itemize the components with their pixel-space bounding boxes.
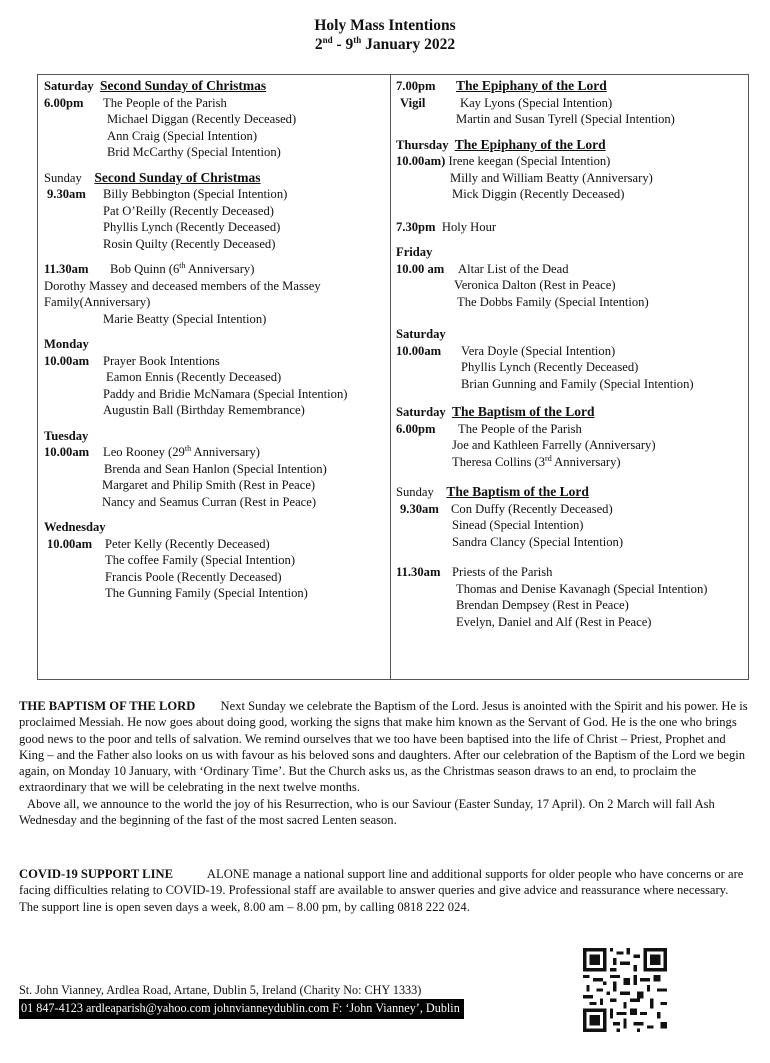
monday-section: [44, 336, 384, 419]
intention: Margaret and Philip Smith (Rest in Peace): [102, 478, 316, 492]
intention: Bob Quinn (6: [110, 262, 180, 276]
intention: Joe and Kathleen Farrelly (Anniversary): [452, 438, 656, 452]
qr-code-icon: [583, 948, 667, 1032]
mass-time: 10.00 am: [396, 261, 445, 276]
intention: Eamon Ennis (Recently Deceased): [106, 370, 282, 384]
tuesday-section: [44, 428, 384, 511]
intention: Brendan Dempsey (Rest in Peace): [456, 598, 629, 612]
wednesday-section: [44, 519, 384, 602]
covid-notice: [19, 866, 749, 915]
mass-time: 10.00am: [44, 353, 90, 368]
mass-time: 10.00am: [47, 536, 93, 551]
day-label: Saturday: [44, 79, 94, 93]
day-label: Wednesday: [44, 520, 106, 534]
ordinal-sup: rd: [545, 453, 552, 463]
feast-title: Second Sunday of Christmas: [94, 169, 261, 185]
date-rest: January 2022: [361, 36, 456, 53]
intention: Brid McCarthy (Special Intention): [107, 145, 281, 159]
intention: Family(Anniversary): [44, 295, 151, 309]
mass-time: 11.30am: [44, 262, 89, 276]
intention: The People of the Parish: [458, 421, 582, 436]
vigil-section: [396, 78, 748, 128]
intention: Milly and William Beatty (Anniversary): [450, 170, 653, 185]
mass-time: 11.30am: [396, 565, 441, 579]
day-label: Monday: [44, 337, 89, 351]
intention: The Gunning Family (Special Intention): [105, 586, 308, 600]
day-label: Thursday: [396, 137, 449, 152]
intention: The coffee Family (Special Intention): [105, 553, 296, 567]
vigil-label: Vigil: [400, 95, 426, 110]
saturday-section: [44, 78, 384, 161]
sunday-1130-section: [396, 564, 748, 630]
mass-time: 7.30pm: [396, 219, 436, 234]
date-mid: - 9: [332, 36, 354, 53]
day-label: Friday: [396, 245, 433, 259]
baptism-article: [19, 698, 749, 828]
mass-time: 10.00am): [396, 154, 446, 168]
intention: Ann Craig (Special Intention): [107, 128, 258, 143]
intention: Martin and Susan Tyrell (Special Intention): [456, 112, 675, 126]
sunday-1130-section: [44, 261, 384, 327]
intention: Augustin Ball (Birthday Remembrance): [103, 403, 305, 417]
intention: Francis Poole (Recently Deceased): [105, 569, 282, 584]
date-start-sup: nd: [322, 34, 333, 45]
intention: Evelyn, Daniel and Alf (Rest in Peace): [456, 614, 652, 629]
date-range: [0, 35, 770, 54]
right-column: [396, 78, 748, 639]
intention: Billy Bebbington (Special Intention): [103, 187, 288, 201]
article-paragraph: Above all, we announce to the world the joy of his Resurrection, who is our Saviour (Easter Sunday, 17 April). On 2 March will fall Ash Wednesday and the beginning of the fast of the most sacred Lenten season.: [19, 796, 715, 828]
intention: Rosin Quilty (Recently Deceased): [103, 236, 276, 251]
day-label: Tuesday: [44, 428, 89, 443]
day-label: Saturday: [396, 327, 446, 341]
mass-time: 6.00pm: [44, 95, 84, 110]
day-label: Saturday: [396, 405, 446, 419]
mass-intentions-table: [37, 74, 749, 680]
day-label: Sunday: [396, 485, 434, 499]
event-label: Holy Hour: [441, 219, 497, 234]
feast-title: The Baptism of the Lord: [451, 404, 595, 419]
article-heading: THE BAPTISM OF THE LORD: [19, 699, 196, 713]
ordinal-sup: th: [179, 260, 186, 270]
intention: Sinead (Special Intention): [452, 518, 584, 532]
intention: Prayer Book Intentions: [103, 353, 220, 368]
intention: Pat O’Reilly (Recently Deceased): [103, 203, 274, 218]
parish-contact-bar: 01 847-4123 ardleaparish@yahoo.com johnvianneydublin.com F: ‘John Vianney’, Dublin: [19, 999, 464, 1019]
left-column: [44, 78, 384, 611]
mass-time: 10.00am: [44, 445, 90, 459]
title-line: Holy Mass Intentions: [314, 17, 456, 34]
holy-hour-section: [396, 219, 748, 236]
intention-rest: Anniversary): [551, 454, 621, 469]
intention: Theresa Collins (3: [452, 454, 546, 469]
intention: Thomas and Denise Kavanagh (Special Intention): [456, 581, 708, 596]
article-paragraph: Next Sunday we celebrate the Baptism of the Lord. Jesus is anointed with the Spirit and his power. He is proclaimed Messiah. He now goes about doing good, working the signs that make him known as the Servant of God. He is the one who brings good news to the poor and tells of salvation. We remind ourselves that we too have been baptised into the life of Christ – Priest, Prophet and King – and the Father also looks on us with favour as his beloved sons and daughters. After our celebration of the Baptism of the Lord we begin again, on Monday 10 January, with ‘Ordinary Time’. But the Church asks us, as the Christmas season draws to an end, to proclaim the extraordinary that we will be celebrating in the next twelve months.: [19, 699, 748, 795]
mass-time: 9.30am: [47, 187, 86, 201]
intention: Sandra Clancy (Special Intention): [452, 534, 624, 549]
day-label: Sunday: [44, 170, 82, 185]
page-title: [0, 16, 770, 54]
intention: Phyllis Lynch (Recently Deceased): [103, 220, 281, 234]
mass-time: 10.00am: [396, 343, 442, 358]
intention-rest: Anniversary): [191, 445, 260, 459]
intention: Marie Beatty (Special Intention): [103, 311, 267, 326]
saturday-vigil-section: [396, 404, 748, 470]
intention: Vera Doyle (Special Intention): [461, 343, 616, 358]
friday-section: [396, 244, 748, 310]
intention: Mick Diggin (Recently Deceased): [452, 187, 625, 201]
intention: Peter Kelly (Recently Deceased): [105, 536, 270, 551]
intention: Priests of the Parish: [452, 565, 553, 579]
thursday-section: [396, 137, 748, 203]
feast-title: The Baptism of the Lord: [446, 484, 589, 499]
intention: Dorothy Massey and deceased members of the Massey: [44, 278, 321, 293]
intention: Kay Lyons (Special Intention): [460, 95, 613, 110]
feast-title: The Epiphany of the Lord: [456, 78, 607, 93]
intention-rest: Anniversary): [185, 262, 255, 276]
intention: The People of the Parish: [103, 95, 227, 110]
intention: Paddy and Bridie McNamara (Special Intention): [103, 386, 348, 401]
ordinal-sup: th: [184, 443, 192, 453]
feast-title: The Epiphany of the Lord: [454, 136, 606, 152]
date-start: 2: [314, 36, 323, 53]
intention: The Dobbs Family (Special Intention): [457, 294, 649, 309]
mass-time: 7.00pm: [396, 79, 436, 93]
mass-time: 9.30am: [400, 501, 439, 516]
intention: Brenda and Sean Hanlon (Special Intention): [104, 461, 327, 476]
intention: Nancy and Seamus Curran (Rest in Peace): [102, 494, 317, 509]
sunday-section: [396, 484, 748, 550]
intention: Phyllis Lynch (Recently Deceased): [461, 360, 639, 374]
sunday-section: [44, 170, 384, 253]
intention: Leo Rooney (29: [103, 445, 185, 459]
notice-heading: COVID-19 SUPPORT LINE: [19, 867, 173, 881]
intention: Veronica Dalton (Rest in Peace): [454, 278, 616, 292]
date-end-sup: th: [353, 34, 362, 45]
intention: Con Duffy (Recently Deceased): [451, 501, 613, 516]
saturday-section: [396, 326, 748, 392]
feast-title: Second Sunday of Christmas: [99, 78, 267, 93]
intention: Brian Gunning and Family (Special Intention): [461, 376, 694, 391]
intention: Irene keegan (Special Intention): [448, 154, 611, 168]
intention: Michael Diggan (Recently Deceased): [107, 112, 297, 126]
mass-time: 6.00pm: [396, 421, 436, 436]
parish-address: St. John Vianney, Ardlea Road, Artane, Dublin 5, Ireland (Charity No: CHY 1333): [19, 983, 422, 997]
column-divider: [390, 75, 391, 679]
notice-text: ALONE manage a national support line and additional supports for older people who have concerns or are facing difficulties relating to COVID-19. Professional staff are available to answer queries and give advice and reassurance where necessary. The support line is open seven days a week, 8.00 am – 8.00 pm, by calling 0818 222 024.: [19, 867, 744, 914]
intention: Altar List of the Dead: [458, 261, 569, 276]
